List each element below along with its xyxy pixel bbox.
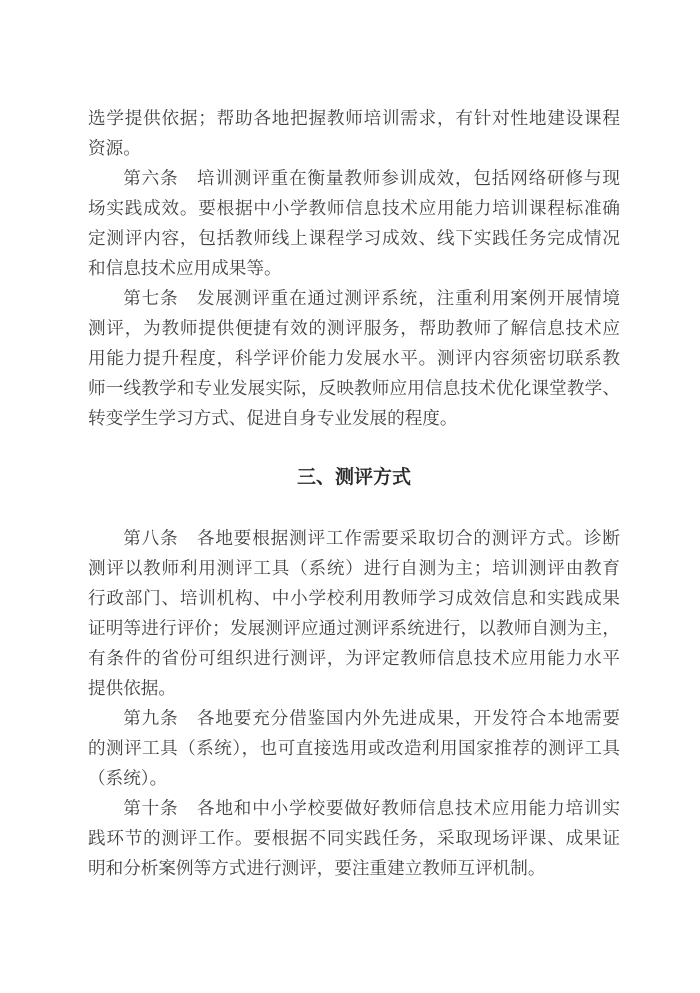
text-line: 选学提供依据；帮助各地把握教师培训需求，有针对性地建设课程 xyxy=(88,108,620,128)
paragraph xyxy=(88,163,620,283)
text-line: 有条件的省份可组织进行测评，为评定教师信息技术应用能力水平 xyxy=(88,648,620,668)
text-line: 定测评内容，包括教师线上课程学习成效、线下实践任务完成情况 xyxy=(88,228,620,248)
text-line: 证明等进行评价；发展测评应通过测评系统进行，以教师自测为主， xyxy=(88,618,620,638)
text-line: 第九条 各地要充分借鉴国内外先进成果，开发符合本地需要 xyxy=(123,708,620,728)
text-line: 测评，为教师提供便捷有效的测评服务，帮助教师了解信息技术应 xyxy=(88,318,620,338)
text-line: 资源。 xyxy=(88,138,141,158)
text-line: 用能力提升程度，科学评价能力发展水平。测评内容须密切联系教 xyxy=(88,348,620,368)
paragraph xyxy=(88,283,620,433)
text-line: 的测评工具（系统），也可直接选用或改造利用国家推荐的测评工具 xyxy=(88,738,620,758)
text-line: 场实践成效。要根据中小学教师信息技术应用能力培训课程标准确 xyxy=(88,198,620,218)
text-line: 测评以教师利用测评工具（系统）进行自测为主；培训测评由教育 xyxy=(88,558,620,578)
text-line: 和信息技术应用成果等。 xyxy=(88,258,282,278)
text-line: （系统）。 xyxy=(88,768,168,788)
document-body xyxy=(88,103,620,883)
text-line: 践环节的测评工作。要根据不同实践任务，采取现场评课、成果证 xyxy=(88,828,620,848)
text-line: 第六条 培训测评重在衡量教师参训成效，包括网络研修与现 xyxy=(123,168,620,188)
section-heading: 三、测评方式 xyxy=(296,467,411,488)
paragraph xyxy=(88,703,620,793)
text-line: 第十条 各地和中小学校要做好教师信息技术应用能力培训实 xyxy=(123,798,620,818)
text-line: 行政部门、培训机构、中小学校利用教师学习成效信息和实践成果 xyxy=(88,588,620,608)
text-line: 第七条 发展测评重在通过测评系统，注重利用案例开展情境 xyxy=(123,288,620,308)
paragraph xyxy=(88,793,620,883)
text-line: 提供依据。 xyxy=(88,678,176,698)
text-line: 转变学生学习方式、促进自身专业发展的程度。 xyxy=(88,408,458,428)
text-line: 明和分析案例等方式进行测评，要注重建立教师互评机制。 xyxy=(88,858,546,878)
text-line: 第八条 各地要根据测评工作需要采取切合的测评方式。诊断 xyxy=(123,528,620,548)
paragraph xyxy=(88,103,620,163)
text-line: 师一线教学和专业发展实际，反映教师应用信息技术优化课堂教学、 xyxy=(88,378,620,398)
paragraph xyxy=(88,523,620,703)
